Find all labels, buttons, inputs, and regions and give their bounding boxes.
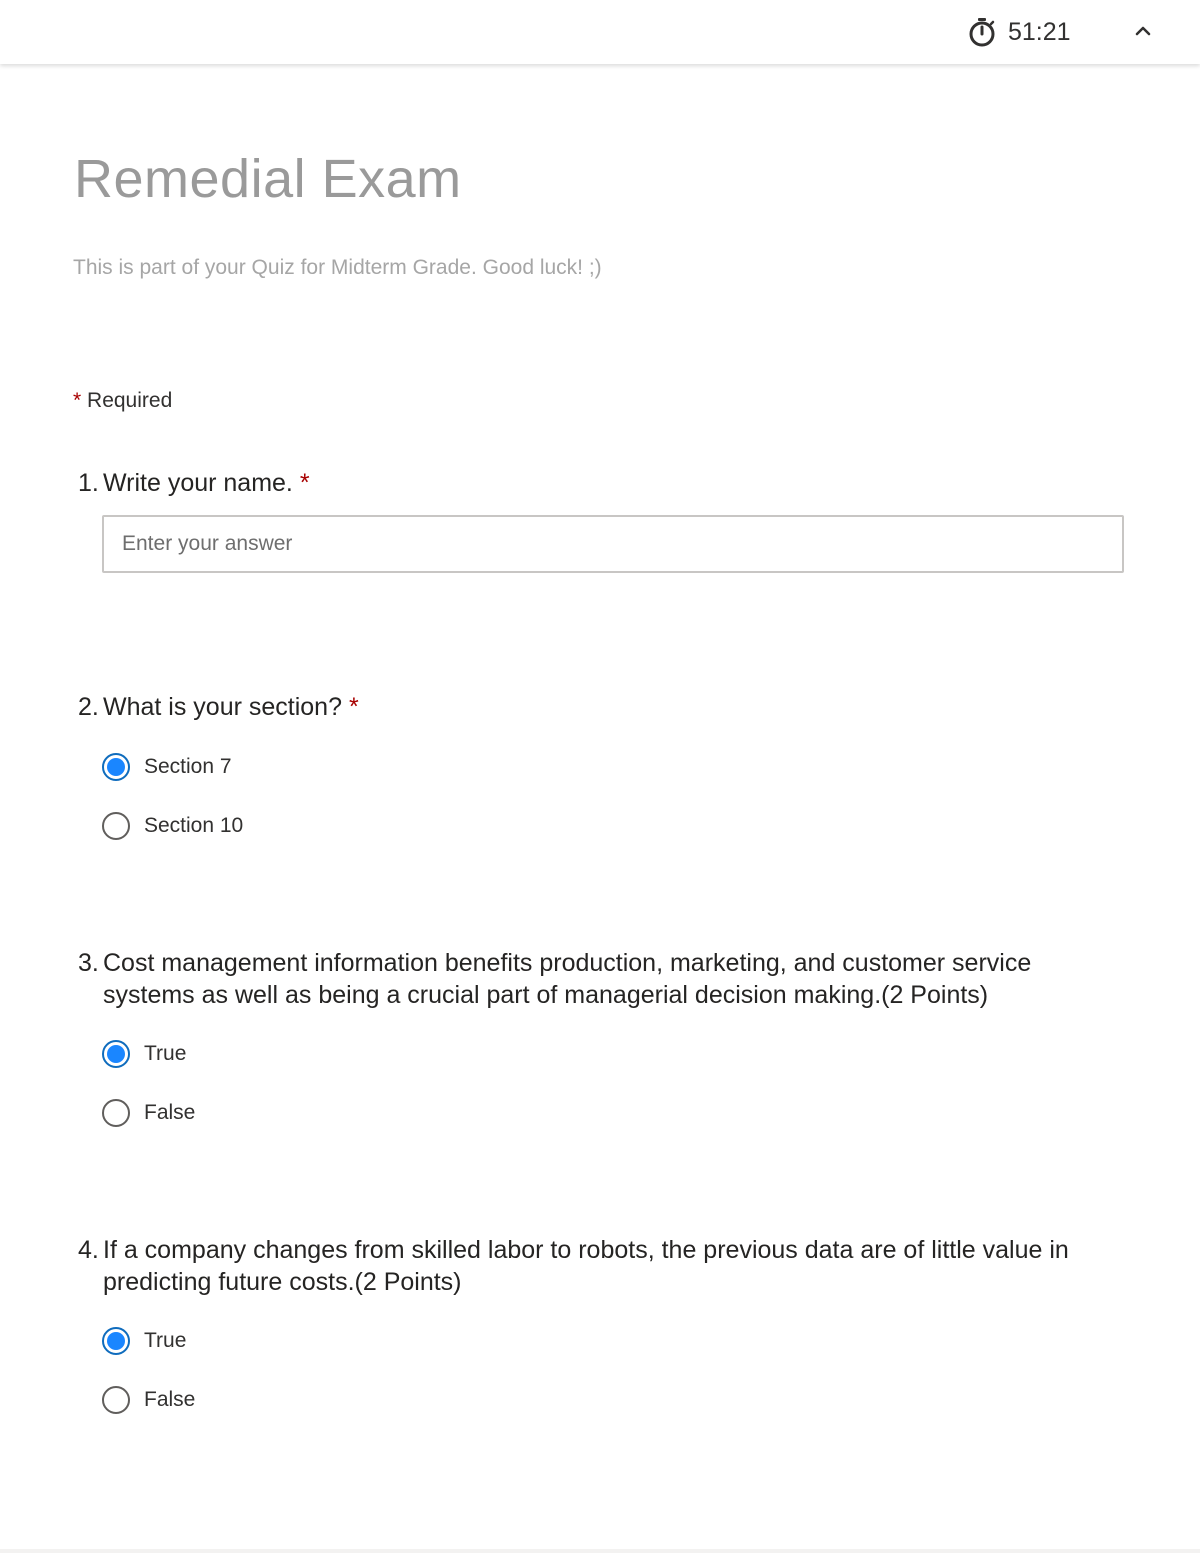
required-star: * xyxy=(348,693,359,721)
question-title xyxy=(78,467,1128,499)
option-label: False xyxy=(144,1101,196,1124)
question-text: Write your name. xyxy=(103,469,293,497)
option-section-10[interactable] xyxy=(102,812,243,840)
timer xyxy=(966,14,1071,50)
question-2 xyxy=(78,691,1128,837)
stopwatch-icon xyxy=(966,16,998,48)
required-label: Required xyxy=(87,389,173,412)
timer-remaining: 51:21 xyxy=(1008,17,1071,46)
question-text: Cost management information benefits production, marketing, and customer service systems as well as being a crucial part of managerial decision making.(2 Points) xyxy=(103,949,1032,1009)
radio-button[interactable] xyxy=(102,1386,130,1414)
name-input[interactable] xyxy=(102,515,1124,573)
question-title xyxy=(78,691,1128,723)
question-title xyxy=(78,1234,1128,1298)
option-label: True xyxy=(144,1329,187,1352)
question-1 xyxy=(78,467,1128,499)
collapse-button[interactable] xyxy=(1128,18,1158,48)
bottom-divider xyxy=(0,1549,1200,1553)
option-label: True xyxy=(144,1042,187,1065)
option-section-7[interactable] xyxy=(102,753,232,781)
question-4 xyxy=(78,1234,1128,1411)
chevron-up-icon xyxy=(1135,24,1151,42)
option-true[interactable] xyxy=(102,1327,186,1355)
option-label: Section 7 xyxy=(144,755,232,778)
option-label: Section 10 xyxy=(144,814,244,837)
radio-button[interactable] xyxy=(102,1099,130,1127)
form-title: Remedial Exam xyxy=(74,149,462,209)
question-3 xyxy=(78,947,1128,1124)
radio-button[interactable] xyxy=(102,812,130,840)
question-number: 2. xyxy=(78,693,99,721)
required-star: * xyxy=(299,469,310,497)
form-description: This is part of your Quiz for Midterm Grade. Good luck! ;) xyxy=(73,256,602,279)
radio-button-selected[interactable] xyxy=(102,1327,130,1355)
radio-button-selected[interactable] xyxy=(102,753,130,781)
question-number: 3. xyxy=(78,949,99,977)
question-number: 1. xyxy=(78,469,99,497)
option-false[interactable] xyxy=(102,1386,195,1414)
option-false[interactable] xyxy=(102,1099,195,1127)
top-bar xyxy=(0,0,1200,64)
radio-button-selected[interactable] xyxy=(102,1040,130,1068)
question-text: What is your section? xyxy=(103,693,342,721)
question-title xyxy=(78,947,1128,1011)
option-true[interactable] xyxy=(102,1040,186,1068)
required-note xyxy=(73,389,172,413)
question-number: 4. xyxy=(78,1236,99,1264)
required-star: * xyxy=(73,389,82,412)
option-label: False xyxy=(144,1388,196,1411)
question-text: If a company changes from skilled labor to robots, the previous data are of little value in predicting future costs.(2 Points) xyxy=(103,1236,1069,1296)
